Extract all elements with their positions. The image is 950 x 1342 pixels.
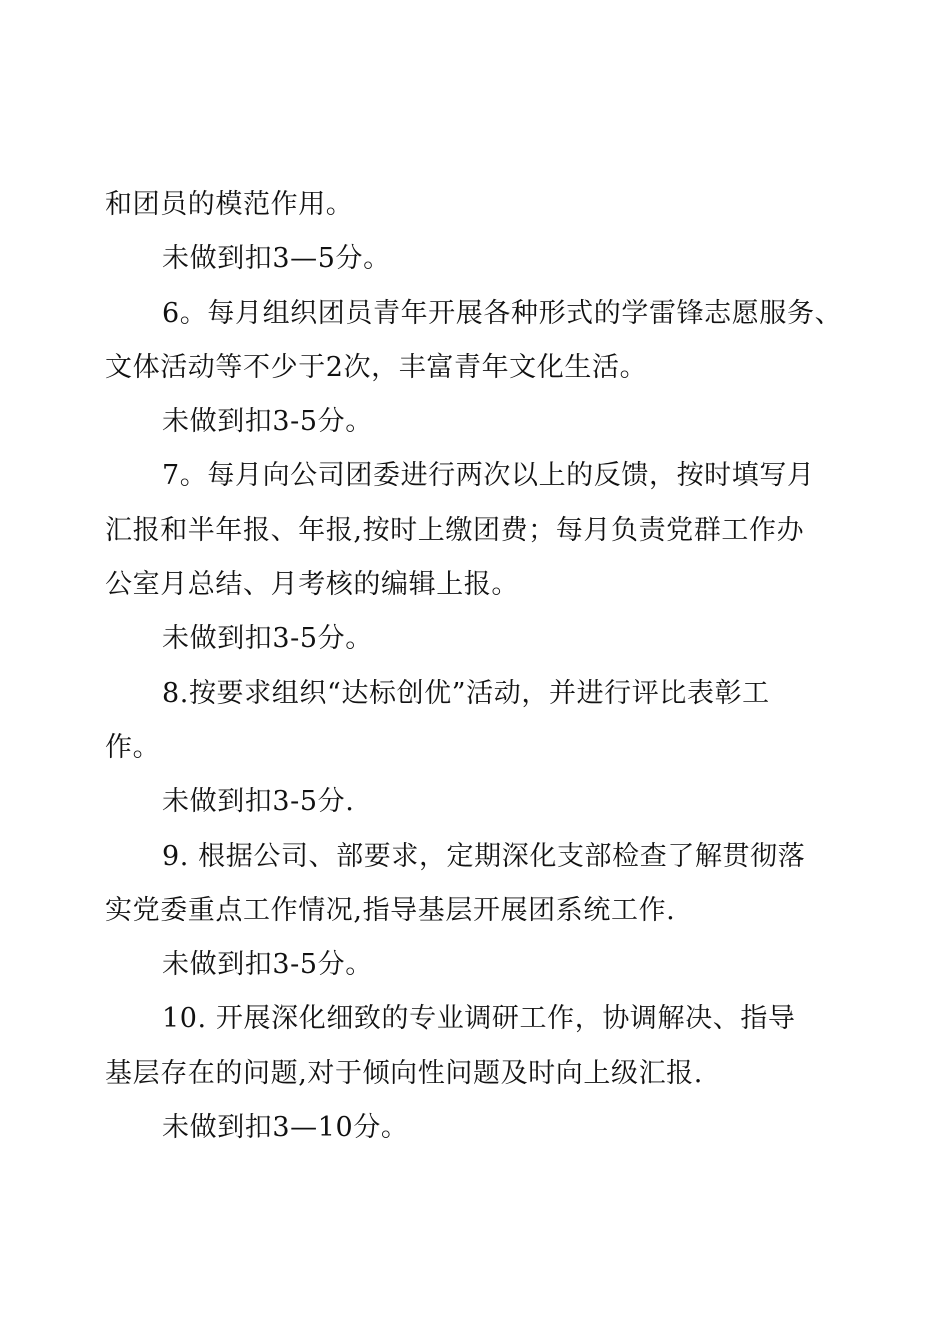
text-line: 10. 开展深化细致的专业调研工作，协调解决、指导 <box>162 1003 796 1035</box>
text-line: 作。 <box>105 731 161 763</box>
text-line: 未做到扣3-5分. <box>162 786 355 818</box>
text-line: 基层存在的问题,对于倾向性问题及时向上级汇报. <box>105 1057 703 1089</box>
text-line: 公室月总结、月考核的编辑上报。 <box>105 569 519 601</box>
text-line: 未做到扣3—5分。 <box>162 243 391 275</box>
text-line: 6。每月组织团员青年开展各种形式的学雷锋志愿服务、 <box>162 297 843 329</box>
text-line: 9. 根据公司、部要求，定期深化支部检查了解贯彻落 <box>162 840 806 872</box>
text-line: 7。每月向公司团委进行两次以上的反馈，按时填写月 <box>162 460 815 492</box>
text-line: 未做到扣3-5分。 <box>162 623 373 655</box>
text-line: 未做到扣3-5分。 <box>162 406 373 438</box>
text-line: 文体活动等不少于2次，丰富青年文化生活。 <box>105 351 648 383</box>
text-line: 汇报和半年报、年报,按时上缴团费；每月负责党群工作办 <box>105 514 805 546</box>
text-line: 实党委重点工作情况,指导基层开展团系统工作. <box>105 894 676 926</box>
document-body <box>105 178 865 1155</box>
text-line: 未做到扣3-5分。 <box>162 949 373 981</box>
text-line: 和团员的模范作用。 <box>105 189 354 220</box>
text-line: 8.按要求组织“达标创优”活动，并进行评比表彰工 <box>162 677 770 709</box>
text-line: 未做到扣3—10分。 <box>162 1112 409 1144</box>
